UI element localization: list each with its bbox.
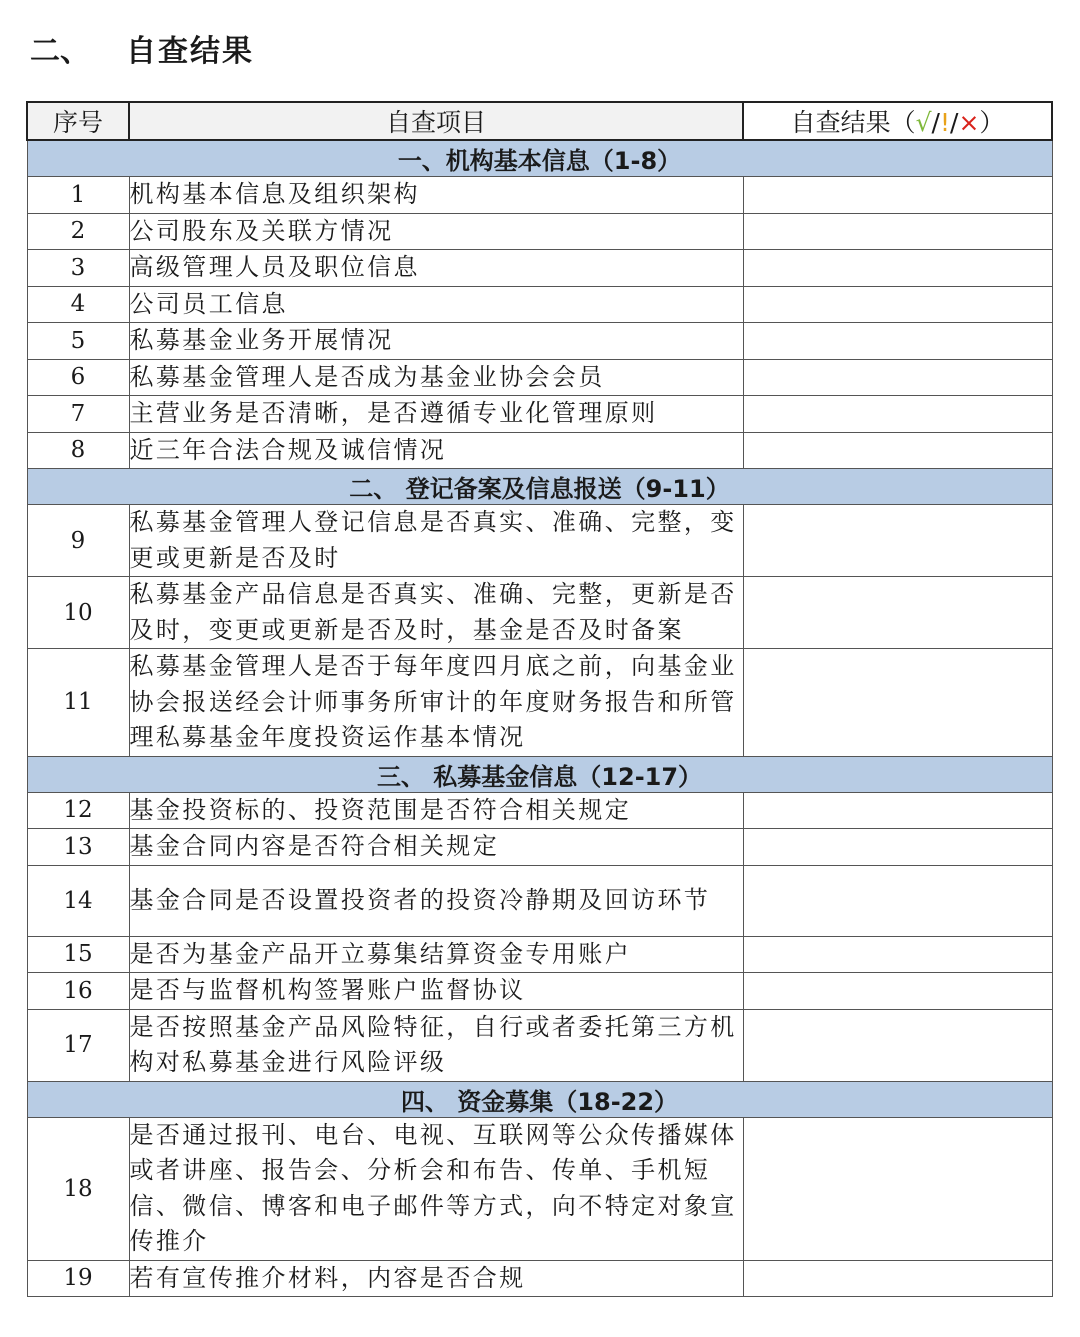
row-number: 13 [27, 829, 129, 866]
section-heading [30, 28, 254, 68]
row-item: 私募基金管理人登记信息是否真实、准确、完整，变更或更新是否及时 [129, 505, 743, 577]
table-row [27, 505, 1052, 577]
row-item: 主营业务是否清晰，是否遵循专业化管理原则 [129, 396, 743, 433]
row-number: 18 [27, 1117, 129, 1260]
table-row [27, 286, 1052, 323]
check-mark-icon: √ [915, 108, 932, 137]
row-result-cell[interactable] [743, 213, 1052, 250]
row-result-cell[interactable] [743, 505, 1052, 577]
table-row [27, 250, 1052, 287]
self-check-table [26, 101, 1053, 1297]
section-title: 四、 资金募集（18-22） [27, 1081, 1052, 1117]
row-result-cell[interactable] [743, 250, 1052, 287]
row-number: 9 [27, 505, 129, 577]
row-item: 公司员工信息 [129, 286, 743, 323]
row-item: 是否通过报刊、电台、电视、互联网等公众传播媒体或者讲座、报告会、分析会和布告、传单、手机短信、微信、博客和电子邮件等方式，向不特定对象宣传推介 [129, 1117, 743, 1260]
header-no: 序号 [27, 102, 129, 140]
row-item: 公司股东及关联方情况 [129, 213, 743, 250]
row-number: 12 [27, 792, 129, 829]
row-item: 是否为基金产品开立募集结算资金专用账户 [129, 936, 743, 973]
row-item: 机构基本信息及组织架构 [129, 177, 743, 214]
row-result-cell[interactable] [743, 396, 1052, 433]
section-title: 一、机构基本信息（1-8） [27, 140, 1052, 177]
row-number: 15 [27, 936, 129, 973]
row-item: 是否与监督机构签署账户监督协议 [129, 973, 743, 1010]
row-result-cell[interactable] [743, 1260, 1052, 1297]
row-result-cell[interactable] [743, 577, 1052, 649]
row-number: 11 [27, 649, 129, 757]
row-result-cell[interactable] [743, 973, 1052, 1010]
table-row [27, 359, 1052, 396]
row-result-cell[interactable] [743, 359, 1052, 396]
row-result-cell[interactable] [743, 1009, 1052, 1081]
row-number: 6 [27, 359, 129, 396]
row-item: 基金合同内容是否符合相关规定 [129, 829, 743, 866]
exclamation-mark-icon: ! [939, 108, 950, 137]
row-result-cell[interactable] [743, 865, 1052, 936]
section-row [27, 1081, 1052, 1117]
row-number: 14 [27, 865, 129, 936]
row-result-cell[interactable] [743, 177, 1052, 214]
section-row [27, 469, 1052, 505]
row-item: 近三年合法合规及诚信情况 [129, 432, 743, 469]
row-item: 私募基金管理人是否成为基金业协会会员 [129, 359, 743, 396]
table-row [27, 649, 1052, 757]
section-row [27, 140, 1052, 177]
header-result [743, 102, 1052, 140]
row-item: 基金合同是否设置投资者的投资冷静期及回访环节 [129, 865, 743, 936]
row-result-cell[interactable] [743, 936, 1052, 973]
row-item: 私募基金业务开展情况 [129, 323, 743, 360]
table-row [27, 1009, 1052, 1081]
table-row [27, 973, 1052, 1010]
header-separator: / [950, 108, 959, 137]
row-number: 7 [27, 396, 129, 433]
row-result-cell[interactable] [743, 323, 1052, 360]
header-result-prefix: 自查结果（ [790, 108, 916, 137]
row-result-cell[interactable] [743, 1117, 1052, 1260]
row-number: 1 [27, 177, 129, 214]
table-row [27, 792, 1052, 829]
row-number: 8 [27, 432, 129, 469]
heading-title: 自查结果 [126, 34, 254, 69]
table-row [27, 865, 1052, 936]
table-row [27, 396, 1052, 433]
row-item: 基金投资标的、投资范围是否符合相关规定 [129, 792, 743, 829]
header-result-suffix: ） [979, 108, 1005, 137]
table-row [27, 323, 1052, 360]
table-row [27, 1260, 1052, 1297]
table-row [27, 213, 1052, 250]
section-title: 二、 登记备案及信息报送（9-11） [27, 469, 1052, 505]
row-number: 5 [27, 323, 129, 360]
table-row [27, 577, 1052, 649]
row-result-cell[interactable] [743, 649, 1052, 757]
row-number: 17 [27, 1009, 129, 1081]
table-row [27, 936, 1052, 973]
row-result-cell[interactable] [743, 286, 1052, 323]
row-number: 2 [27, 213, 129, 250]
row-item: 私募基金管理人是否于每年度四月底之前，向基金业协会报送经会计师事务所审计的年度财务报告和所管理私募基金年度投资运作基本情况 [129, 649, 743, 757]
row-number: 3 [27, 250, 129, 287]
row-number: 19 [27, 1260, 129, 1297]
section-title: 三、 私募基金信息（12-17） [27, 756, 1052, 792]
table-row [27, 1117, 1052, 1260]
row-item: 高级管理人员及职位信息 [129, 250, 743, 287]
heading-number: 二、 [30, 34, 90, 69]
table-row [27, 432, 1052, 469]
row-result-cell[interactable] [743, 432, 1052, 469]
row-number: 10 [27, 577, 129, 649]
row-number: 16 [27, 973, 129, 1010]
header-separator: / [931, 108, 940, 137]
section-row [27, 756, 1052, 792]
row-result-cell[interactable] [743, 792, 1052, 829]
row-item: 私募基金产品信息是否真实、准确、完整，更新是否及时，变更或更新是否及时，基金是否及时备案 [129, 577, 743, 649]
row-result-cell[interactable] [743, 829, 1052, 866]
table-row [27, 177, 1052, 214]
table-row [27, 829, 1052, 866]
cross-mark-icon: × [958, 108, 980, 137]
row-number: 4 [27, 286, 129, 323]
row-item: 是否按照基金产品风险特征，自行或者委托第三方机构对私募基金进行风险评级 [129, 1009, 743, 1081]
header-item: 自查项目 [129, 102, 743, 140]
row-item: 若有宣传推介材料，内容是否合规 [129, 1260, 743, 1297]
table-header-row [27, 102, 1052, 140]
